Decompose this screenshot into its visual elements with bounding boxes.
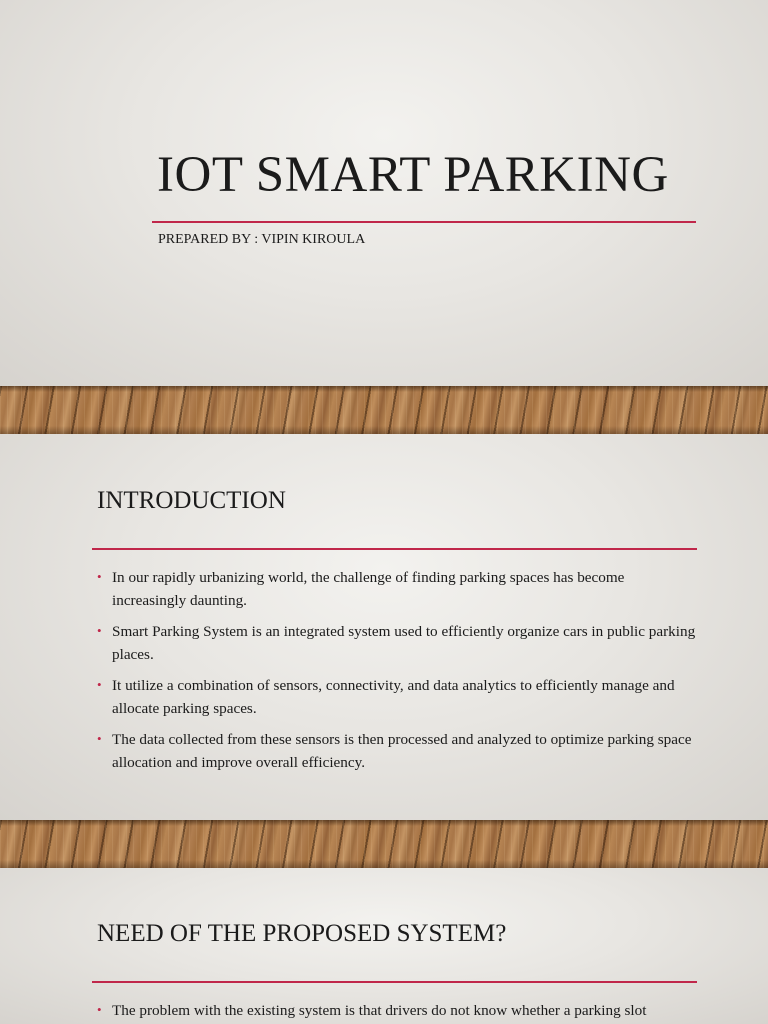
bullet-text: The problem with the existing system is that drivers do not know whether a parking slot — [112, 1002, 647, 1019]
list-item — [96, 728, 696, 774]
bullet-dot-icon: • — [97, 731, 102, 746]
need-bullet-list — [96, 999, 696, 1024]
bullet-dot-icon: • — [97, 677, 102, 692]
slide-need-of-system — [0, 868, 768, 1024]
bullet-dot-icon: • — [97, 569, 102, 584]
title-divider — [152, 221, 696, 223]
list-item — [96, 999, 696, 1022]
bullet-dot-icon: • — [97, 1002, 102, 1017]
bullet-text: Smart Parking System is an integrated system used to efficiently organize cars in public parking places. — [112, 623, 696, 663]
introduction-heading: INTRODUCTION — [97, 487, 286, 514]
introduction-bullet-list — [96, 566, 696, 782]
need-heading: NEED OF THE PROPOSED SYSTEM? — [97, 920, 507, 947]
bullet-text: In our rapidly urbanizing world, the challenge of finding parking spaces has become increasingly daunting. — [112, 569, 625, 609]
list-item — [96, 566, 696, 612]
slide-introduction — [0, 434, 768, 820]
slide-subtitle: PREPARED BY : VIPIN KIROULA — [158, 232, 366, 247]
introduction-divider — [92, 548, 697, 550]
list-item — [96, 620, 696, 666]
bullet-text: It utilize a combination of sensors, connectivity, and data analytics to efficiently manage and allocate parking spaces. — [112, 677, 675, 717]
wood-floor-divider — [0, 820, 768, 868]
slide-title-heading: IOT SMART PARKING — [157, 147, 669, 203]
list-item — [96, 674, 696, 720]
bullet-dot-icon: • — [97, 623, 102, 638]
bullet-text: The data collected from these sensors is then processed and analyzed to optimize parking space allocation and improve overall efficiency. — [112, 731, 692, 771]
need-divider — [92, 981, 697, 983]
wood-floor-divider — [0, 386, 768, 434]
slide-title — [0, 0, 768, 386]
